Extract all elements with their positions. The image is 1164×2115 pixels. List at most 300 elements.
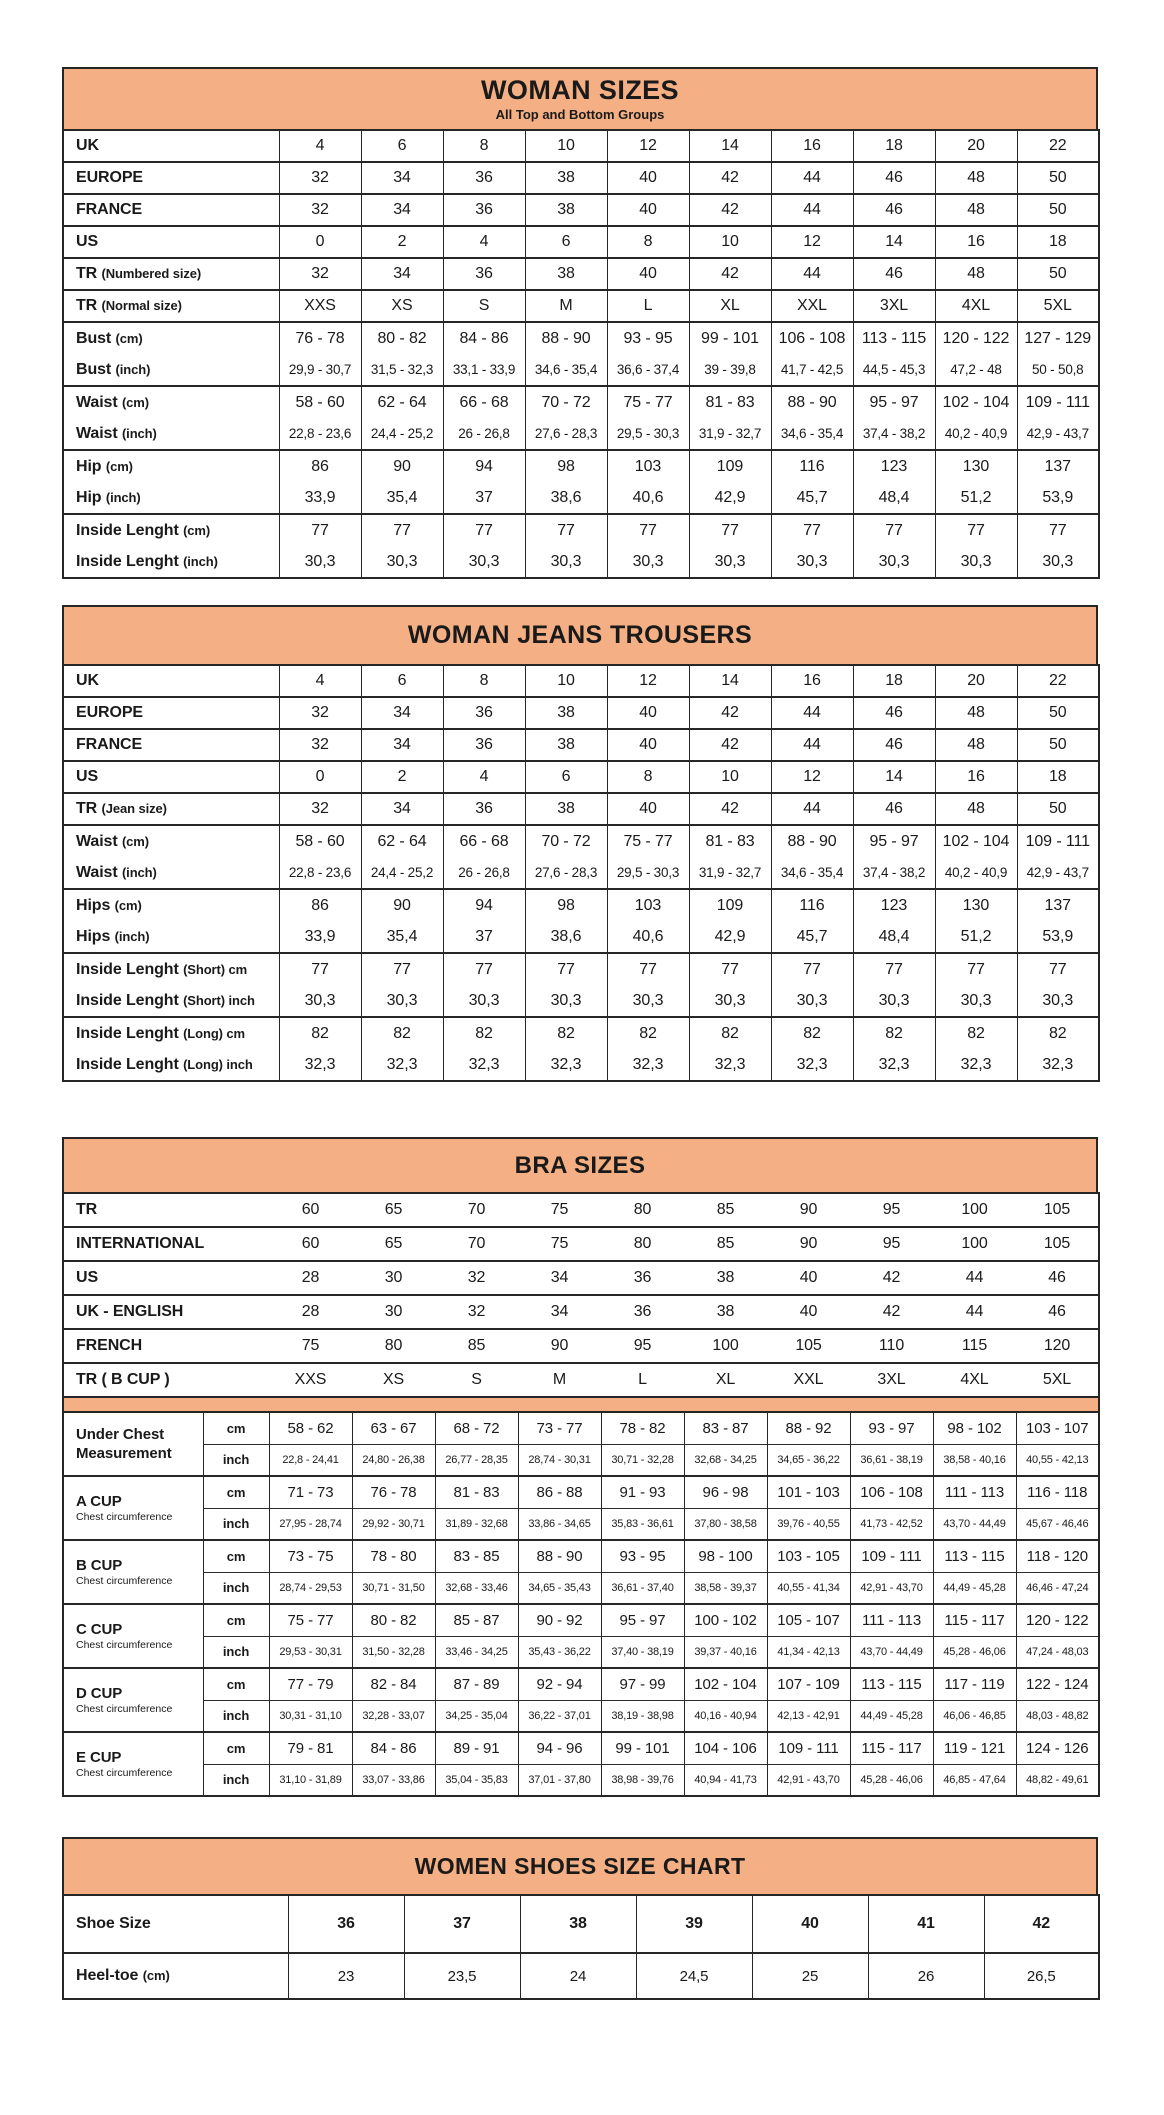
table-row [63, 761, 1099, 793]
value-cell: 103 [607, 889, 689, 921]
value-cell: 30,3 [279, 985, 361, 1017]
table-row [63, 665, 1099, 697]
row-label-sub: Chest circumference [76, 1702, 173, 1715]
value-cell: 40 [607, 162, 689, 194]
value-cell: 42 [689, 194, 771, 226]
row-label [63, 729, 279, 761]
value-cell: 120 [1016, 1329, 1099, 1363]
value-cell: 98 [525, 450, 607, 482]
value-cell: 48 [935, 697, 1017, 729]
value-cell: 38 [684, 1261, 767, 1295]
value-cell: 137 [1017, 450, 1099, 482]
value-cell: 46 [1016, 1295, 1099, 1329]
value-cell: 46 [853, 258, 935, 290]
row-label-text: EUROPE [76, 169, 143, 186]
value-cell: 36 [443, 258, 525, 290]
value-cell: 106 - 108 [771, 322, 853, 354]
value-cell: 33,46 - 34,25 [435, 1636, 518, 1668]
value-cell: 4 [279, 130, 361, 162]
value-cell: 77 [853, 514, 935, 546]
value-cell: 30,3 [361, 985, 443, 1017]
value-cell: 105 [1016, 1227, 1099, 1261]
value-cell: 119 - 121 [933, 1732, 1016, 1764]
value-cell: 42 [984, 1895, 1099, 1953]
value-cell: 44,5 - 45,3 [853, 354, 935, 386]
value-cell: 124 - 126 [1016, 1732, 1099, 1764]
value-cell: 30,3 [1017, 985, 1099, 1017]
value-cell: 44 [771, 162, 853, 194]
value-cell: 6 [525, 226, 607, 258]
row-label-text: US [76, 768, 99, 785]
value-cell: XXL [767, 1363, 850, 1397]
row-label-text: Inside Lenght [76, 991, 179, 1009]
value-cell: 0 [279, 761, 361, 793]
value-cell: 38,6 [525, 482, 607, 514]
row-label-small: (Long) inch [183, 1056, 253, 1072]
table-row [63, 482, 1099, 514]
value-cell: 77 [689, 953, 771, 985]
value-cell: 30,3 [361, 546, 443, 578]
value-cell: 44 [771, 194, 853, 226]
value-cell: 40,6 [607, 921, 689, 953]
value-cell: 35,4 [361, 482, 443, 514]
row-label-text: US [76, 233, 99, 250]
value-cell: 68 - 72 [435, 1412, 518, 1444]
row-label-text: EUROPE [76, 704, 143, 721]
value-cell: 45,28 - 46,06 [933, 1636, 1016, 1668]
row-label-text: Waist [76, 832, 118, 850]
value-cell: 32 [279, 729, 361, 761]
value-cell: 70 - 72 [525, 825, 607, 857]
value-cell: 14 [689, 130, 771, 162]
value-cell: XXS [279, 290, 361, 322]
value-cell: 83 - 85 [435, 1540, 518, 1572]
value-cell: 30,3 [279, 546, 361, 578]
value-cell: 80 - 82 [352, 1604, 435, 1636]
row-label [63, 1540, 203, 1604]
value-cell: 6 [525, 761, 607, 793]
value-cell: 85 - 87 [435, 1604, 518, 1636]
value-cell: 45,28 - 46,06 [850, 1764, 933, 1796]
value-cell: 45,7 [771, 482, 853, 514]
value-cell: 24 [520, 1953, 636, 1999]
value-cell: 32,68 - 34,25 [684, 1444, 767, 1476]
value-cell: 4XL [935, 290, 1017, 322]
row-label-text: E CUP [76, 1748, 122, 1766]
value-cell: 82 [689, 1017, 771, 1049]
value-cell: 12 [607, 130, 689, 162]
value-cell: 115 - 117 [850, 1732, 933, 1764]
row-label-text: Hip [76, 488, 102, 506]
row-label-small: (Jean size) [101, 801, 167, 816]
row-label [63, 194, 279, 226]
value-cell: 84 - 86 [352, 1732, 435, 1764]
table-row [63, 194, 1099, 226]
value-cell: 106 - 108 [850, 1476, 933, 1508]
value-cell: 16 [771, 130, 853, 162]
table-row [63, 857, 1099, 889]
value-cell: 30,31 - 31,10 [269, 1700, 352, 1732]
value-cell: 40 [607, 194, 689, 226]
row-label [63, 1412, 203, 1476]
value-cell: 40,55 - 42,13 [1016, 1444, 1099, 1476]
row-label-text: A CUP [76, 1492, 122, 1510]
row-label-sub: Chest circumference [76, 1574, 173, 1587]
value-cell: 31,9 - 32,7 [689, 857, 771, 889]
value-cell: 70 [435, 1193, 518, 1227]
value-cell: 37 [443, 921, 525, 953]
value-cell: 32,3 [689, 1049, 771, 1081]
row-label-text: TR ( B CUP ) [76, 1371, 170, 1388]
value-cell: 98 - 100 [684, 1540, 767, 1572]
table-row [63, 1261, 1099, 1295]
value-cell: 80 [352, 1329, 435, 1363]
row-label [63, 546, 279, 578]
value-cell: 39,37 - 40,16 [684, 1636, 767, 1668]
value-cell: 16 [935, 226, 1017, 258]
value-cell: 76 - 78 [352, 1476, 435, 1508]
value-cell: 29,9 - 30,7 [279, 354, 361, 386]
value-cell: 70 - 72 [525, 386, 607, 418]
table-row [63, 354, 1099, 386]
value-cell: 109 - 111 [767, 1732, 850, 1764]
value-cell: 34 [361, 793, 443, 825]
value-cell: 66 - 68 [443, 386, 525, 418]
value-cell: 30,3 [935, 546, 1017, 578]
table-row [63, 889, 1099, 921]
value-cell: 37 [404, 1895, 520, 1953]
value-cell: 77 [607, 953, 689, 985]
value-cell: 35,04 - 35,83 [435, 1764, 518, 1796]
value-cell: 6 [361, 130, 443, 162]
value-cell: 82 [771, 1017, 853, 1049]
value-cell: 37,40 - 38,19 [601, 1636, 684, 1668]
value-cell: 42 [689, 697, 771, 729]
value-cell: 33,9 [279, 921, 361, 953]
value-cell: 120 - 122 [1016, 1604, 1099, 1636]
value-cell: 34 [361, 258, 443, 290]
value-cell: 40 [767, 1295, 850, 1329]
value-cell: 90 [361, 889, 443, 921]
value-cell: 102 - 104 [935, 825, 1017, 857]
row-label-small: (inch) [114, 928, 150, 944]
value-cell: 8 [443, 130, 525, 162]
table-woman-jeans-trousers [62, 605, 1098, 1082]
value-cell: 53,9 [1017, 482, 1099, 514]
value-cell: 38,6 [525, 921, 607, 953]
value-cell: 20 [935, 130, 1017, 162]
value-cell: 46 [1016, 1261, 1099, 1295]
value-cell: 105 [767, 1329, 850, 1363]
unit-cell: cm [203, 1412, 269, 1444]
row-label-small: (Normal size) [101, 298, 182, 313]
value-cell: 98 [525, 889, 607, 921]
row-label [63, 226, 279, 258]
value-cell: 32,3 [525, 1049, 607, 1081]
value-cell: 34,65 - 36,22 [767, 1444, 850, 1476]
row-label-small: (Long) cm [183, 1025, 245, 1041]
value-cell: 38 [525, 729, 607, 761]
value-cell: 86 - 88 [518, 1476, 601, 1508]
value-cell: 34,25 - 35,04 [435, 1700, 518, 1732]
value-cell: 82 [361, 1017, 443, 1049]
value-cell: 94 - 96 [518, 1732, 601, 1764]
row-label-sub: Chest circumference [76, 1510, 173, 1523]
row-label-small: (Short) inch [183, 992, 255, 1008]
value-cell: 137 [1017, 889, 1099, 921]
value-cell: 24,80 - 26,38 [352, 1444, 435, 1476]
row-label-text: Bust [76, 360, 112, 378]
value-cell: 42 [850, 1261, 933, 1295]
value-cell: 77 [689, 514, 771, 546]
row-label [63, 1363, 269, 1397]
value-cell: 39 [636, 1895, 752, 1953]
table-title: WOMAN SIZES [481, 75, 679, 106]
table-row [63, 1049, 1099, 1081]
value-cell: 38,98 - 39,76 [601, 1764, 684, 1796]
row-label-small: (cm) [142, 1968, 170, 1983]
value-cell: 77 [279, 953, 361, 985]
value-cell: 99 - 101 [689, 322, 771, 354]
row-label [63, 482, 279, 514]
row-label [63, 514, 279, 546]
value-cell: 44 [933, 1295, 1016, 1329]
value-cell: 93 - 95 [601, 1540, 684, 1572]
value-cell: 32 [279, 162, 361, 194]
value-cell: 40,55 - 41,34 [767, 1572, 850, 1604]
value-cell: 24,5 [636, 1953, 752, 1999]
value-cell: 111 - 113 [850, 1604, 933, 1636]
value-cell: 105 - 107 [767, 1604, 850, 1636]
value-cell: 37,80 - 38,58 [684, 1508, 767, 1540]
value-cell: 36,22 - 37,01 [518, 1700, 601, 1732]
value-cell: 88 - 92 [767, 1412, 850, 1444]
row-label [63, 1049, 279, 1081]
value-cell: 34 [361, 697, 443, 729]
table-row [63, 921, 1099, 953]
value-cell: 75 [518, 1227, 601, 1261]
table-row [63, 514, 1099, 546]
value-cell: 118 - 120 [1016, 1540, 1099, 1572]
value-cell: 38,58 - 40,16 [933, 1444, 1016, 1476]
value-cell: 89 - 91 [435, 1732, 518, 1764]
row-label [63, 1732, 203, 1796]
value-cell: 30,3 [689, 985, 771, 1017]
value-cell: 36 [443, 697, 525, 729]
value-cell: 42,13 - 42,91 [767, 1700, 850, 1732]
value-cell: 109 [689, 450, 771, 482]
value-cell: 24,4 - 25,2 [361, 418, 443, 450]
value-cell: 60 [269, 1193, 352, 1227]
value-cell: 40 [752, 1895, 868, 1953]
value-cell: 113 - 115 [850, 1668, 933, 1700]
row-label-text: Under Chest Measurement [76, 1425, 172, 1462]
row-label [63, 889, 279, 921]
value-cell: L [601, 1363, 684, 1397]
value-cell: 46,85 - 47,64 [933, 1764, 1016, 1796]
value-cell: 93 - 97 [850, 1412, 933, 1444]
table-row [63, 130, 1099, 162]
value-cell: 80 [601, 1193, 684, 1227]
row-label-text: FRENCH [76, 1337, 143, 1354]
value-cell: 4 [279, 665, 361, 697]
value-cell: 48,03 - 48,82 [1016, 1700, 1099, 1732]
value-cell: 14 [689, 665, 771, 697]
value-cell: 47,24 - 48,03 [1016, 1636, 1099, 1668]
table-header [62, 1137, 1098, 1192]
value-cell: 123 [853, 450, 935, 482]
value-cell: 20 [935, 665, 1017, 697]
value-cell: 30,3 [771, 985, 853, 1017]
value-cell: 2 [361, 761, 443, 793]
row-label [63, 1227, 269, 1261]
value-cell: 18 [1017, 226, 1099, 258]
value-cell: 10 [689, 226, 771, 258]
value-cell: 34,6 - 35,4 [525, 354, 607, 386]
value-cell: M [518, 1363, 601, 1397]
table-row [63, 290, 1099, 322]
row-label-small: (Short) cm [183, 961, 248, 977]
row-label-text: UK - ENGLISH [76, 1303, 184, 1320]
value-cell: 41,73 - 42,52 [850, 1508, 933, 1540]
table-row [63, 450, 1099, 482]
row-label [63, 1329, 269, 1363]
row-label [63, 697, 279, 729]
value-cell: 23,5 [404, 1953, 520, 1999]
value-cell: XXS [269, 1363, 352, 1397]
value-cell: 48 [935, 162, 1017, 194]
row-label-text: Waist [76, 863, 118, 881]
value-cell: 77 [771, 514, 853, 546]
row-label-small: (inch) [121, 425, 157, 441]
value-cell: 86 [279, 889, 361, 921]
value-cell: 36 [443, 194, 525, 226]
row-label-text: INTERNATIONAL [76, 1235, 205, 1252]
size-chart-page [0, 67, 1164, 2115]
value-cell: 36 [443, 162, 525, 194]
table-header [62, 67, 1098, 129]
size-table [62, 129, 1100, 579]
value-cell: 44,49 - 45,28 [933, 1572, 1016, 1604]
table-bra-sizes [62, 1137, 1098, 1797]
value-cell: 47,2 - 48 [935, 354, 1017, 386]
value-cell: 18 [853, 130, 935, 162]
table-row [63, 1604, 1099, 1636]
value-cell: 115 [933, 1329, 1016, 1363]
value-cell: 34 [361, 162, 443, 194]
value-cell: 46 [853, 729, 935, 761]
table-title: BRA SIZES [514, 1151, 646, 1179]
value-cell: 28 [269, 1295, 352, 1329]
row-label-small: (Numbered size) [101, 266, 202, 281]
value-cell: 39 - 39,8 [689, 354, 771, 386]
table-row [63, 1329, 1099, 1363]
value-cell: 4 [443, 226, 525, 258]
row-label-text: Inside Lenght [76, 552, 179, 570]
value-cell: 30,3 [853, 546, 935, 578]
unit-cell: inch [203, 1444, 269, 1476]
value-cell: 27,6 - 28,3 [525, 418, 607, 450]
value-cell: 34,65 - 35,43 [518, 1572, 601, 1604]
value-cell: 40 [607, 258, 689, 290]
value-cell: 30,3 [443, 546, 525, 578]
table-row [63, 1700, 1099, 1732]
value-cell: 30,3 [1017, 546, 1099, 578]
row-label-text: Hips [76, 927, 111, 945]
value-cell: 44 [771, 258, 853, 290]
value-cell: 81 - 83 [435, 1476, 518, 1508]
row-label [63, 1476, 203, 1540]
value-cell: 77 [853, 953, 935, 985]
value-cell: 82 [279, 1017, 361, 1049]
row-label-text: Waist [76, 424, 118, 442]
value-cell: 29,5 - 30,3 [607, 418, 689, 450]
row-label [63, 258, 279, 290]
value-cell: 41 [868, 1895, 984, 1953]
value-cell: 77 [607, 514, 689, 546]
value-cell: 42,9 - 43,7 [1017, 418, 1099, 450]
table-row [63, 546, 1099, 578]
value-cell: 77 [361, 514, 443, 546]
value-cell: 36,61 - 38,19 [850, 1444, 933, 1476]
value-cell: 75 - 77 [607, 825, 689, 857]
value-cell: 97 - 99 [601, 1668, 684, 1700]
value-cell: 82 [443, 1017, 525, 1049]
value-cell: 90 - 92 [518, 1604, 601, 1636]
row-label [63, 921, 279, 953]
value-cell: 36 [443, 793, 525, 825]
value-cell: 26,77 - 28,35 [435, 1444, 518, 1476]
row-label-text: Inside Lenght [76, 1055, 179, 1073]
value-cell: 102 - 104 [684, 1668, 767, 1700]
row-label [63, 418, 279, 450]
value-cell: 77 [443, 953, 525, 985]
row-label-text: TR [76, 800, 98, 817]
table-row [63, 1017, 1099, 1049]
value-cell: S [443, 290, 525, 322]
value-cell: 81 - 83 [689, 386, 771, 418]
row-label-text: Shoe Size [76, 1915, 151, 1932]
size-table [62, 664, 1100, 1082]
value-cell: 30,3 [689, 546, 771, 578]
value-cell: 109 - 111 [850, 1540, 933, 1572]
value-cell: 40 [607, 793, 689, 825]
value-cell: 18 [1017, 761, 1099, 793]
value-cell: 34 [518, 1295, 601, 1329]
value-cell: 32 [279, 258, 361, 290]
value-cell: 33,9 [279, 482, 361, 514]
value-cell: 24,4 - 25,2 [361, 857, 443, 889]
value-cell: 95 [601, 1329, 684, 1363]
value-cell: 37 [443, 482, 525, 514]
value-cell: 103 - 105 [767, 1540, 850, 1572]
row-label-small: (cm) [105, 458, 133, 474]
value-cell: 80 [601, 1227, 684, 1261]
value-cell: 38 [520, 1895, 636, 1953]
value-cell: 39,76 - 40,55 [767, 1508, 850, 1540]
value-cell: 32,3 [853, 1049, 935, 1081]
value-cell: 82 [935, 1017, 1017, 1049]
value-cell: 122 - 124 [1016, 1668, 1099, 1700]
table-title: WOMAN JEANS TROUSERS [407, 621, 753, 650]
value-cell: 10 [525, 130, 607, 162]
value-cell: 35,4 [361, 921, 443, 953]
table-header [62, 605, 1098, 664]
value-cell: 77 [443, 514, 525, 546]
row-label [63, 985, 279, 1017]
value-cell: 110 [850, 1329, 933, 1363]
value-cell: 10 [525, 665, 607, 697]
